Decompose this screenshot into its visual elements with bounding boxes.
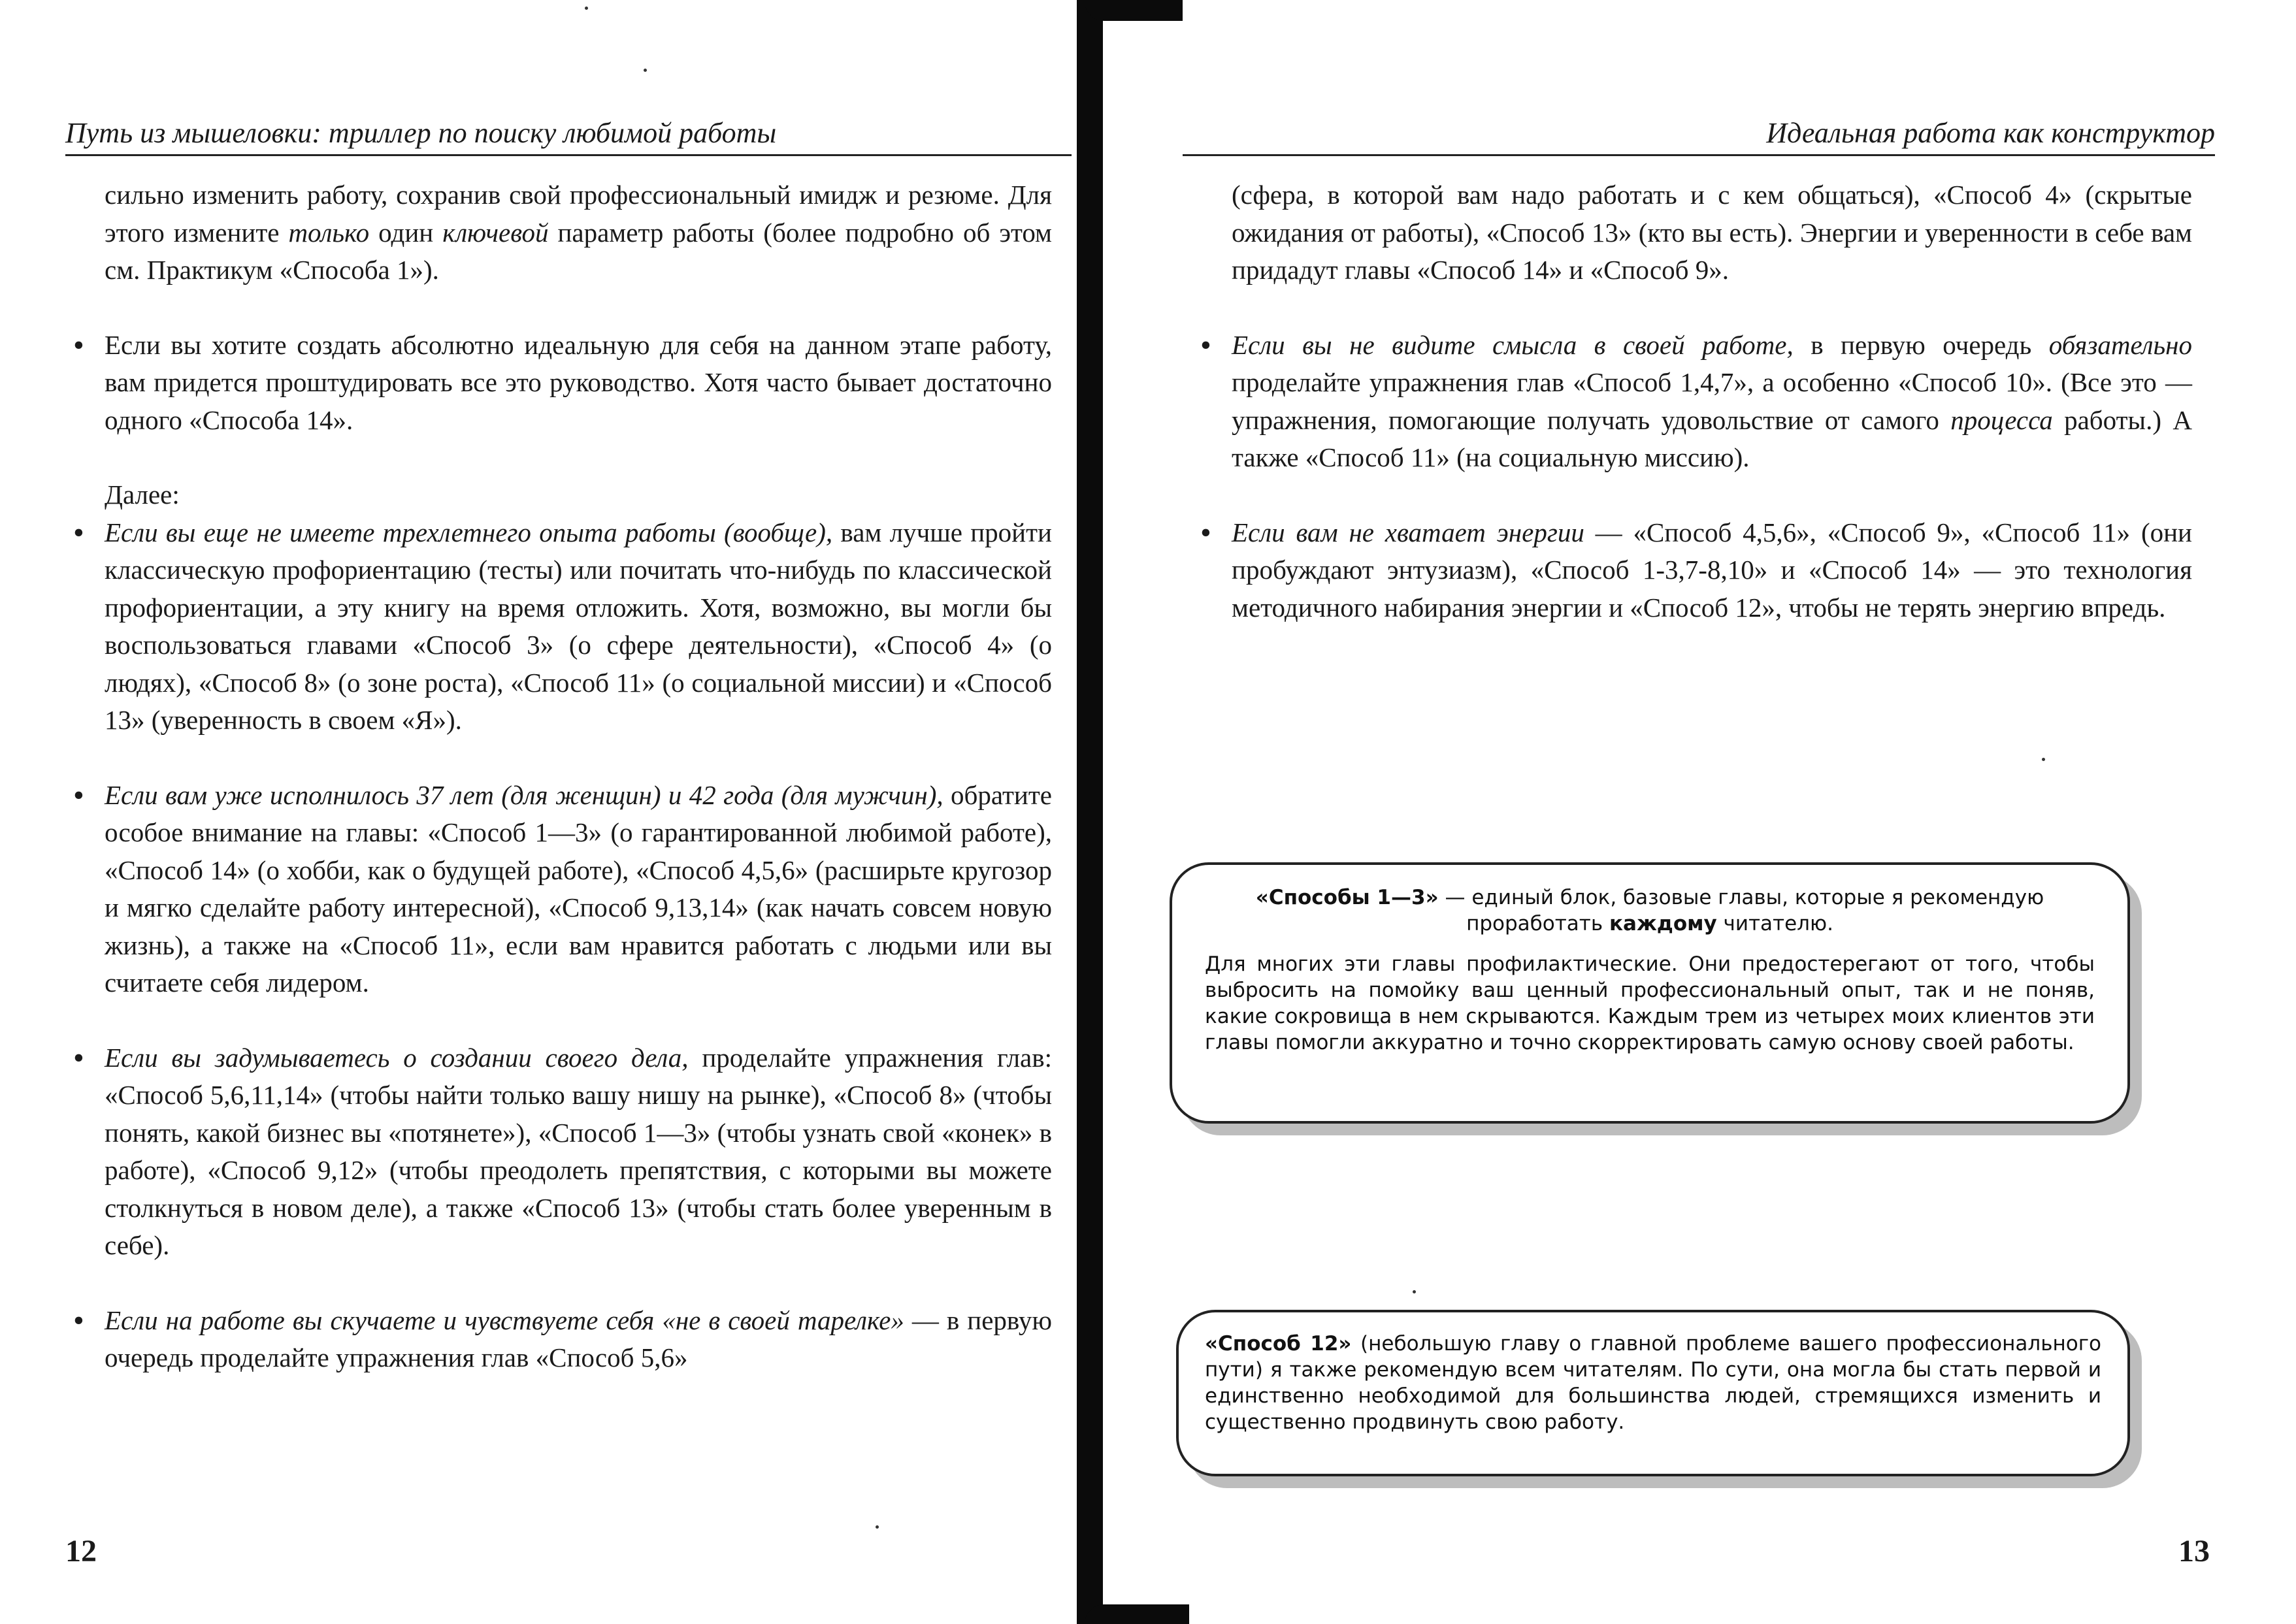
bullet-icon: • xyxy=(1200,327,1211,363)
further-label: Далее: xyxy=(105,479,180,510)
paragraph: сильно изменить работу, сохранив свой профессиональный имидж и резюме. Для этого измените только один ключевой параметр работы (более подробно об этом см. Практикум «Способа 1»). xyxy=(105,180,1053,285)
callout-box-methods-1-3 xyxy=(1170,862,2130,1124)
scan-speck xyxy=(876,1525,879,1529)
scan-speck xyxy=(2042,758,2045,761)
callout-heading: «Способы 1—3» — единый блок, базовые главы, которые я рекомендую проработать каждому читателю. xyxy=(1255,886,2044,935)
bullet-item: • Если вы задумываетесь о создании своего дела, проделайте упражнения глав: «Способ 5,6,11,14» (чтобы найти только вашу нишу на рынке), «Способ 8» (чтобы понять, какой бизнес вы «потянете»), «Способ 1—3» (чтобы узнать свой «конек» в работе), «Способ 9,12» (чтобы преодолеть препятствия, с которыми вы можете столкнуться в новом деле), а также «Способ 13» (чтобы стать более уверенным в себе). xyxy=(73,1040,1052,1260)
bullet-item: • Если на работе вы скучаете и чувствуете себя «не в своей тарелке» — в первую очередь проделайте упражнения глав «Способ 5,6» xyxy=(73,1303,1053,1372)
bullet-icon: • xyxy=(73,1040,84,1075)
page-number-right: 13 xyxy=(2178,1534,2210,1568)
book-spine xyxy=(1077,0,1103,1624)
bullet-icon: • xyxy=(73,1303,84,1338)
bullet-icon: • xyxy=(73,777,84,813)
scan-speck xyxy=(585,7,588,10)
page-number-left: 12 xyxy=(65,1534,97,1568)
left-page xyxy=(0,0,1085,1624)
bullet-item: • Если вам уже исполнилось 37 лет (для женщин) и 42 года (для мужчин), обратите особое внимание на главы: «Способ 1—3» (о гарантированной любимой работе), «Способ 14» (о хобби, как о будущей работе), «Способ 4,5,6» (расширьте кругозор и мягко сделайте работу интересной), «Способ 9,13,14» (как начать совсем новую жизнь), а также на «Способ 11», если вам нравится работать с людьми или вы считаете себя лидером. xyxy=(73,777,1052,998)
callout-box-method-12 xyxy=(1176,1310,2130,1476)
scan-speck xyxy=(644,69,647,72)
paragraph: (сфера, в которой вам надо работать и с кем общаться), «Способ 4» (скрытые ожидания от работы), «Способ 13» (кто вы есть). Энергии и уверенности в себе вам придадут главы «Способ 14» и «Способ 9». xyxy=(1232,180,2192,285)
bullet-icon: • xyxy=(1200,515,1211,550)
bullet-item: • Если вы еще не имеете трехлетнего опыта работы (вообще), вам лучше пройти классическую профориентацию (тесты) или почитать что-нибудь по классической профориентации, а эту книгу на время отложить. Хотя, возможно, вы могли бы воспользоваться главами «Способ 3» (о сфере деятельности), «Способ 4» (о людях), «Способ 8» (о зоне роста), «Способ 11» (о социальной миссии) и «Способ 13» (уверенность в своем «Я»). xyxy=(73,515,1052,735)
bullet-item: • Если вам не хватает энергии — «Способ 4,5,6», «Способ 9», «Способ 11» (они пробуждают энтузиазм), «Способ 1-3,7-8,10» и «Способ 14» — это технология методичного набирания энергии и «Способ 12», чтобы не терять энергию впредь. xyxy=(1200,515,2192,623)
running-head-left: Путь из мышеловки: триллер по поиску любимой работы xyxy=(65,112,1072,156)
bullet-icon: • xyxy=(73,515,84,550)
running-head-right: Идеальная работа как конструктор xyxy=(1183,112,2215,156)
bullet-item: • Если вы не видите смысла в своей работе, в первую очередь обязательно проделайте упражнения глав «Способ 1,4,7», а особенно «Способ 10». (Все это — упражнения, помогающие получать удовольствие от самого процесса работы.) А также «Способ 11» (на социальную миссию). xyxy=(1200,327,2192,472)
bullet-item: • Если вы хотите создать абсолютно идеальную для себя на данном этапе работу, вам придется проштудировать все это руководство. Хотя часто бывает достаточно одного «Способа 14». xyxy=(73,327,1052,435)
bullet-icon: • xyxy=(73,327,84,363)
left-page-body xyxy=(73,176,1053,1414)
callout-body: Для многих эти главы профилактические. Они предостерегают от того, чтобы выбросить на помойку ваш ценный профессиональный опыт, так и не поняв, какие сокровища в нем скрываются. Каждым трем из четырех моих клиентов эти главы помогли аккуратно и точно скорректировать самую основу своей работы. xyxy=(1205,952,2095,1054)
scan-speck xyxy=(1413,1290,1416,1293)
right-page-body xyxy=(1200,176,2192,664)
callout-body: «Способ 12» (небольшую главу о главной проблеме вашего профессионального пути) я также рекомендую всем читателям. По сути, она могла бы стать первой и единственно необходимой для большинства людей, стремящихся изменить и существенно продвинуть свою работу. xyxy=(1205,1332,2101,1434)
